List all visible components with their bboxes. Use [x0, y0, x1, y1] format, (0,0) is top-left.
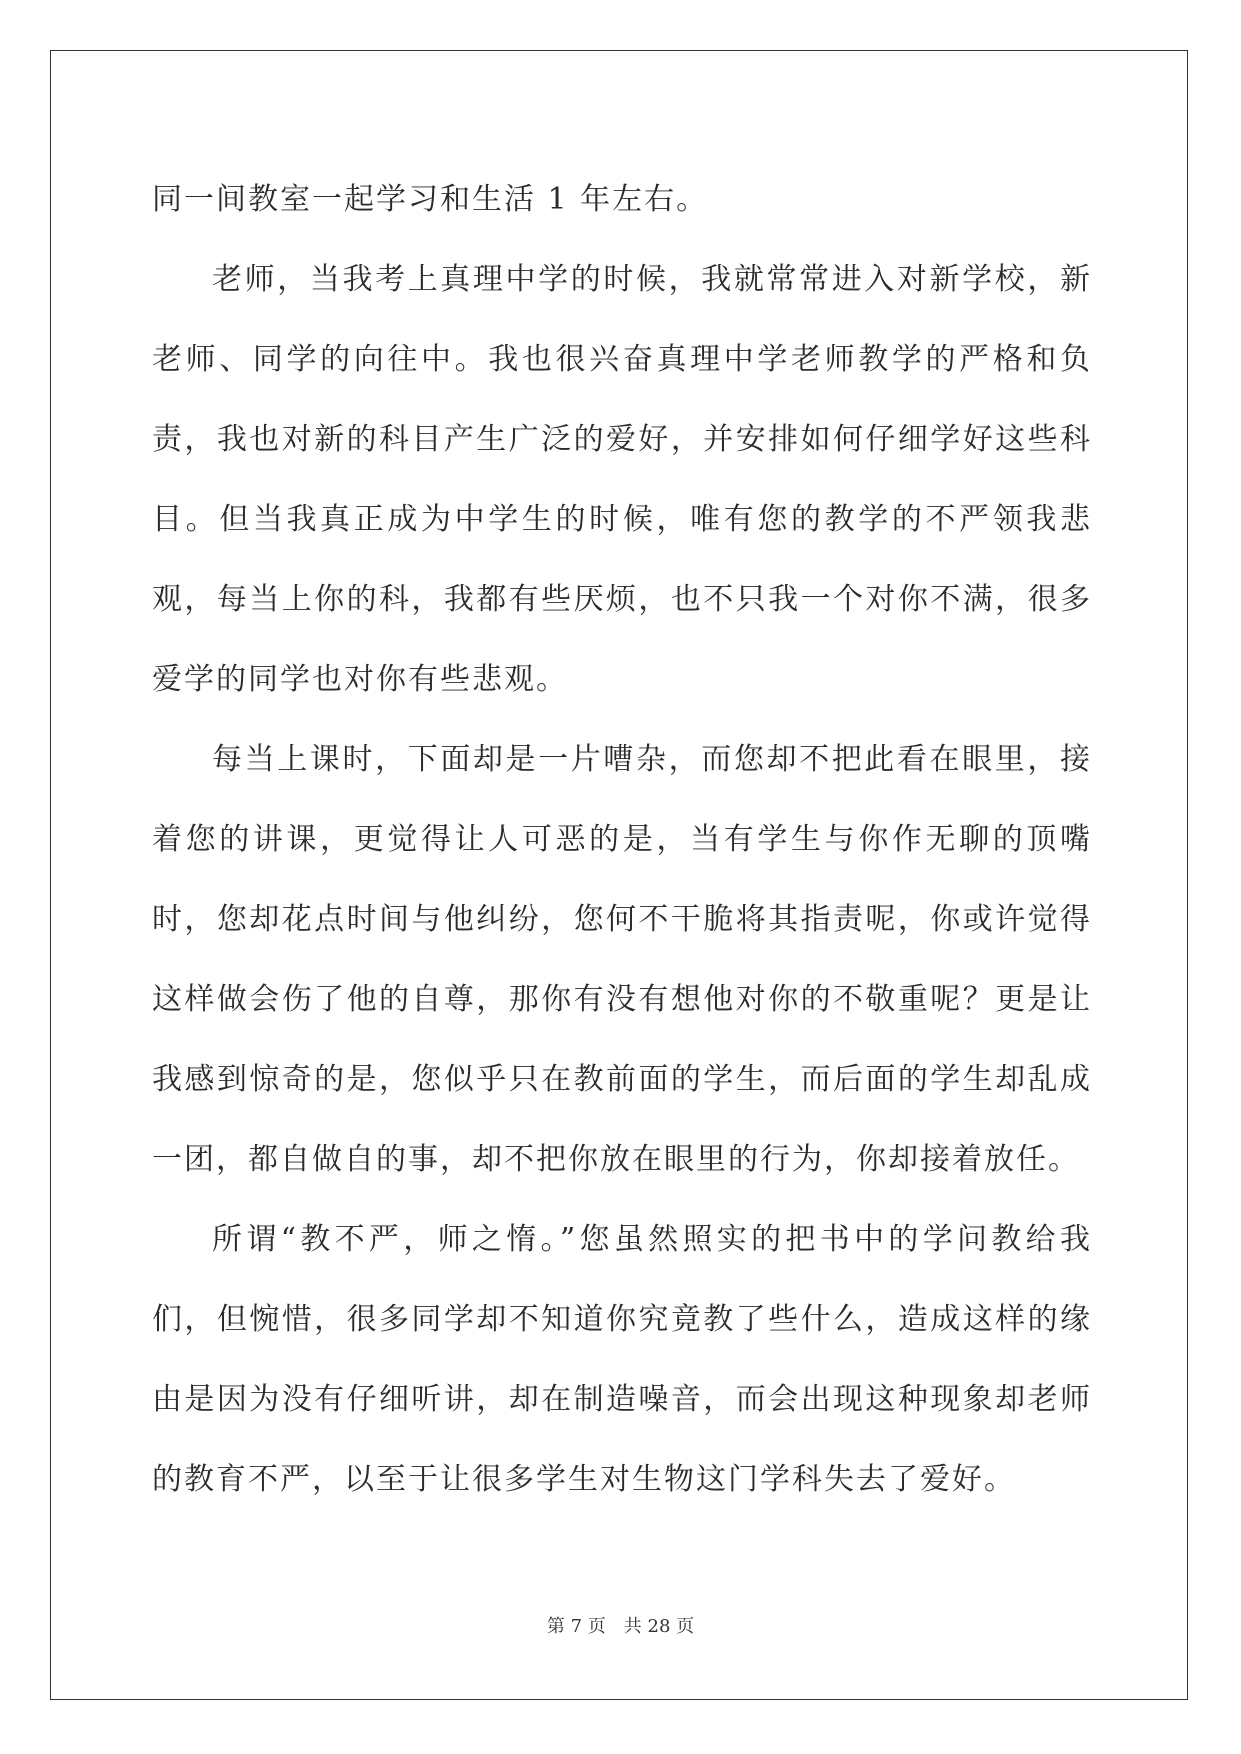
paragraph-1: 同一间教室一起学习和生活 1 年左右。 [152, 182, 709, 217]
document-body [152, 160, 1092, 1520]
paragraph-3: 每当上课时，下面却是一片嘈杂，而您却不把此看在眼里，接着您的讲课，更觉得让人可恶的是，当有学生与你作无聊的顶嘴时，您却花点时间与他纠纷，您何不干脆将其指责呢，你或许觉得这样做会伤了他的自尊，那你有没有想他对你的不敬重呢？更是让我感到惊奇的是，您似乎只在教前面的学生，而后面的学生却乱成一团，都自做自的事，却不把你放在眼里的行为，你却接着放任。 [152, 742, 1092, 1177]
paragraph-4: 所谓“教不严，师之惰。”您虽然照实的把书中的学问教给我们，但惋惜，很多同学却不知道你究竟教了些什么，造成这样的缘由是因为没有仔细听讲，却在制造噪音，而会出现这种现象却老师的教育不严，以至于让很多学生对生物这门学科失去了爱好。 [152, 1222, 1092, 1497]
paragraph-2: 老师，当我考上真理中学的时候，我就常常进入对新学校，新老师、同学的向往中。我也很兴奋真理中学老师教学的严格和负责，我也对新的科目产生广泛的爱好，并安排如何仔细学好这些科目。但当我真正成为中学生的时候，唯有您的教学的不严领我悲观，每当上你的科，我都有些厌烦，也不只我一个对你不满，很多爱学的同学也对你有些悲观。 [152, 262, 1092, 697]
page-number-footer: 第 7 页 共 28 页 [546, 1616, 695, 1637]
